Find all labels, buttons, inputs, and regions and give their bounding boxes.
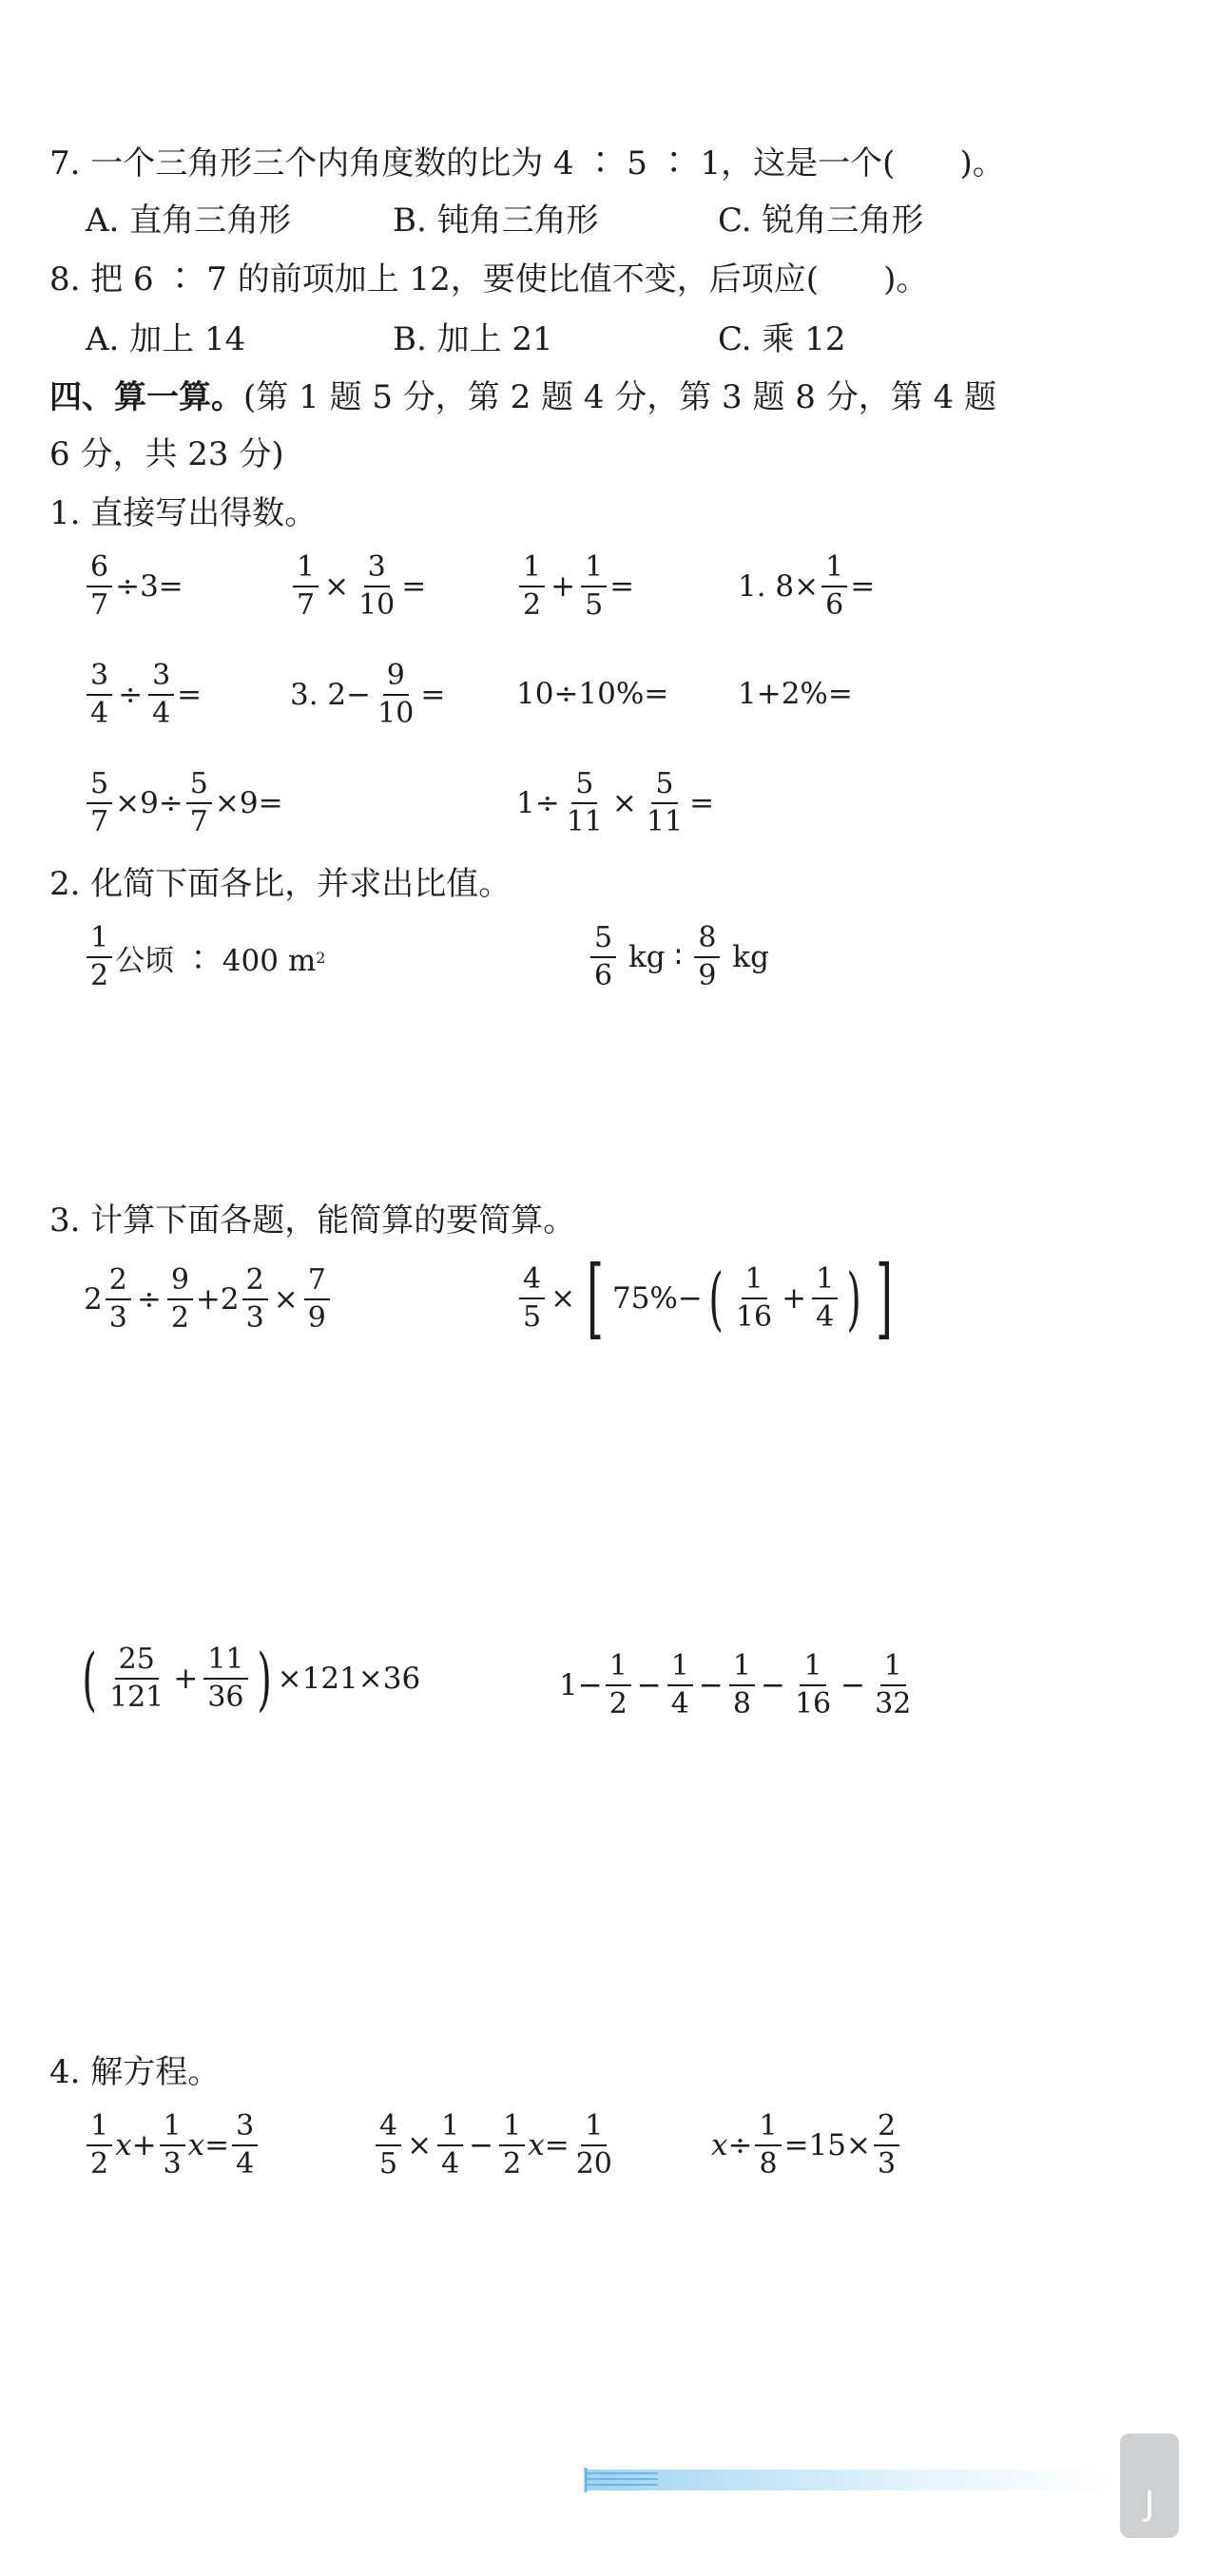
section-points-2: 6 分，共 23 分) [49, 435, 284, 473]
fraction: $\frac{4}{5}$ [376, 2108, 401, 2182]
fraction: $\frac{3}{4}$ [87, 658, 112, 732]
fraction: $\frac{1}{2}$ [519, 549, 545, 624]
p2-e2: $\frac{5}{6}$ kg ∶ $\frac{8}{9}$ kg [588, 920, 769, 994]
right-paren: ) [256, 1639, 272, 1719]
p1-r1-e3: $\frac{1}{2}$ + $\frac{1}{5}$ = [516, 549, 634, 624]
p3-e1: 2 $\frac{2}{3}$ ÷ $\frac{9}{2}$ +2 $\frac{2}{3}$ × $\frac{7}{9}$ [84, 1262, 333, 1336]
fraction: $\frac{3}{10}$ [358, 550, 396, 622]
q7-stem: 7. 一个三角形三个内角度数的比为 4 ∶ 5 ∶ 1，这是一个( )。 [49, 144, 1005, 183]
page-tab [1120, 2433, 1179, 2538]
p3-e2: $\frac{4}{5}$ × [ 75%− ( $\frac{1}{16}$ + $\frac{1}{4}$ ) ] [516, 1253, 901, 1344]
fraction: $\frac{1}{4}$ [667, 1648, 693, 1722]
q7-option-c: C. 锐角三角形 [718, 202, 924, 240]
fraction: $\frac{8}{9}$ [694, 920, 720, 994]
fraction: $\frac{2}{3}$ [242, 1262, 268, 1336]
fraction: $\frac{2}{3}$ [874, 2108, 899, 2182]
q8-option-b: B. 加上 21 [393, 320, 553, 358]
fraction: $\frac{1}{4}$ [437, 2108, 463, 2182]
fraction: $\frac{4}{5}$ [519, 1261, 545, 1336]
fraction: $\frac{5}{11}$ [566, 767, 603, 838]
p4-e1: $\frac{1}{2}$ x+ $\frac{1}{3}$ x= $\frac{3}{4}$ [84, 2108, 261, 2182]
section-heading [49, 376, 996, 418]
right-paren: ) [846, 1259, 862, 1338]
p1-r1-e4: 1. 8× $\frac{1}{6}$ = [738, 550, 876, 622]
p3-title: 3. 计算下面各题，能简算的要简算。 [49, 1201, 576, 1240]
fraction: $\frac{2}{3}$ [106, 1262, 131, 1336]
q8-option-a: A. 加上 14 [86, 320, 246, 358]
p1-r1-e2: $\frac{1}{7}$ × $\frac{3}{10}$ = [290, 549, 426, 624]
fraction: $\frac{25}{121}$ [109, 1643, 164, 1714]
q7-option-a: A. 直角三角形 [86, 202, 292, 240]
page-tab-letter: J [1144, 2485, 1155, 2524]
p1-r2-e3: 10÷10%= [516, 677, 669, 711]
fraction: $\frac{9}{2}$ [167, 1262, 193, 1336]
q8-stem: 8. 把 6 ∶ 7 的前项加上 12，要使比值不变，后项应( )。 [49, 260, 929, 298]
p1-title: 1. 直接写出得数。 [49, 494, 318, 532]
fraction: $\frac{5}{11}$ [646, 767, 684, 838]
left-bracket: [ [587, 1247, 605, 1349]
p1-r2-e1: $\frac{3}{4}$ ÷ $\frac{3}{4}$ = [84, 658, 202, 732]
left-paren: ( [708, 1259, 724, 1338]
fraction: $\frac{11}{36}$ [203, 1642, 247, 1716]
fraction: $\frac{6}{7}$ [87, 549, 112, 624]
fraction: $\frac{1}{5}$ [581, 549, 607, 624]
p1-r3-e2: 1÷ $\frac{5}{11}$ × $\frac{5}{11}$ = [516, 767, 715, 838]
footer-bar-graphic [582, 2464, 1114, 2496]
p1-r2-e4: 1+2%= [738, 677, 853, 711]
p2-title: 2. 化简下面各比，并求出比值。 [49, 865, 512, 903]
p1-r2-e2: 3. 2− $\frac{9}{10}$ = [290, 659, 446, 730]
p4-e3: x÷ $\frac{1}{8}$ =15× $\frac{2}{3}$ [711, 2108, 902, 2182]
fraction: $\frac{1}{16}$ [735, 1262, 773, 1334]
fraction: $\frac{1}{2}$ [499, 2108, 525, 2182]
p1-r3-e1: $\frac{5}{7}$ ×9÷ $\frac{5}{7}$ ×9= [84, 766, 283, 840]
q7-option-b: B. 钝角三角形 [393, 202, 599, 240]
fraction: $\frac{5}{6}$ [590, 920, 616, 994]
footer-gradient-bar [582, 2464, 1114, 2496]
fraction: $\frac{3}{4}$ [232, 2108, 258, 2182]
p3-e3: ( $\frac{25}{121}$ + $\frac{11}{36}$ ) ×121×36 [82, 1639, 421, 1719]
q8-option-c: C. 乘 12 [718, 320, 846, 358]
fraction: $\frac{1}{2}$ [87, 920, 112, 994]
fraction: $\frac{1}{2}$ [87, 2108, 112, 2182]
p3-e4: 1− $\frac{1}{2}$ − $\frac{1}{4}$ − $\frac{1}{8}$ − $\frac{1}{16}$ − $\frac{1}{32}$ [559, 1648, 918, 1722]
p1-r1-e1: $\frac{6}{7}$ ÷3= [84, 549, 184, 624]
section-title: 四、算一算。 [49, 378, 243, 416]
fraction: $\frac{1}{20}$ [575, 2109, 612, 2181]
fraction: $\frac{5}{7}$ [87, 766, 112, 840]
fraction: $\frac{1}{2}$ [606, 1648, 631, 1722]
right-bracket: ] [876, 1247, 894, 1349]
fraction: $\frac{1}{4}$ [812, 1261, 838, 1336]
fraction: $\frac{1}{7}$ [293, 549, 319, 624]
left-paren: ( [82, 1639, 97, 1719]
fraction: $\frac{9}{10}$ [377, 659, 415, 730]
p4-e2: $\frac{4}{5}$ × $\frac{1}{4}$ − $\frac{1}{2}$ x= $\frac{1}{20}$ [373, 2108, 619, 2182]
fraction: $\frac{1}{16}$ [794, 1649, 832, 1721]
fraction: $\frac{5}{7}$ [186, 766, 212, 840]
fraction: $\frac{7}{9}$ [304, 1262, 330, 1336]
fraction: $\frac{3}{4}$ [148, 658, 174, 732]
fraction: $\frac{1}{6}$ [821, 549, 847, 624]
fraction: $\frac{1}{8}$ [755, 2108, 781, 2182]
p2-e1: $\frac{1}{2}$ 公顷 ∶ 400 m 2 [84, 920, 325, 994]
fraction: $\frac{1}{3}$ [160, 2108, 185, 2182]
p4-title: 4. 解方程。 [49, 2053, 221, 2091]
fraction: $\frac{1}{8}$ [729, 1648, 755, 1722]
fraction: $\frac{1}{32}$ [875, 1649, 912, 1721]
section-points-1: (第 1 题 5 分，第 2 题 4 分，第 3 题 8 分，第 4 题 [243, 378, 996, 416]
